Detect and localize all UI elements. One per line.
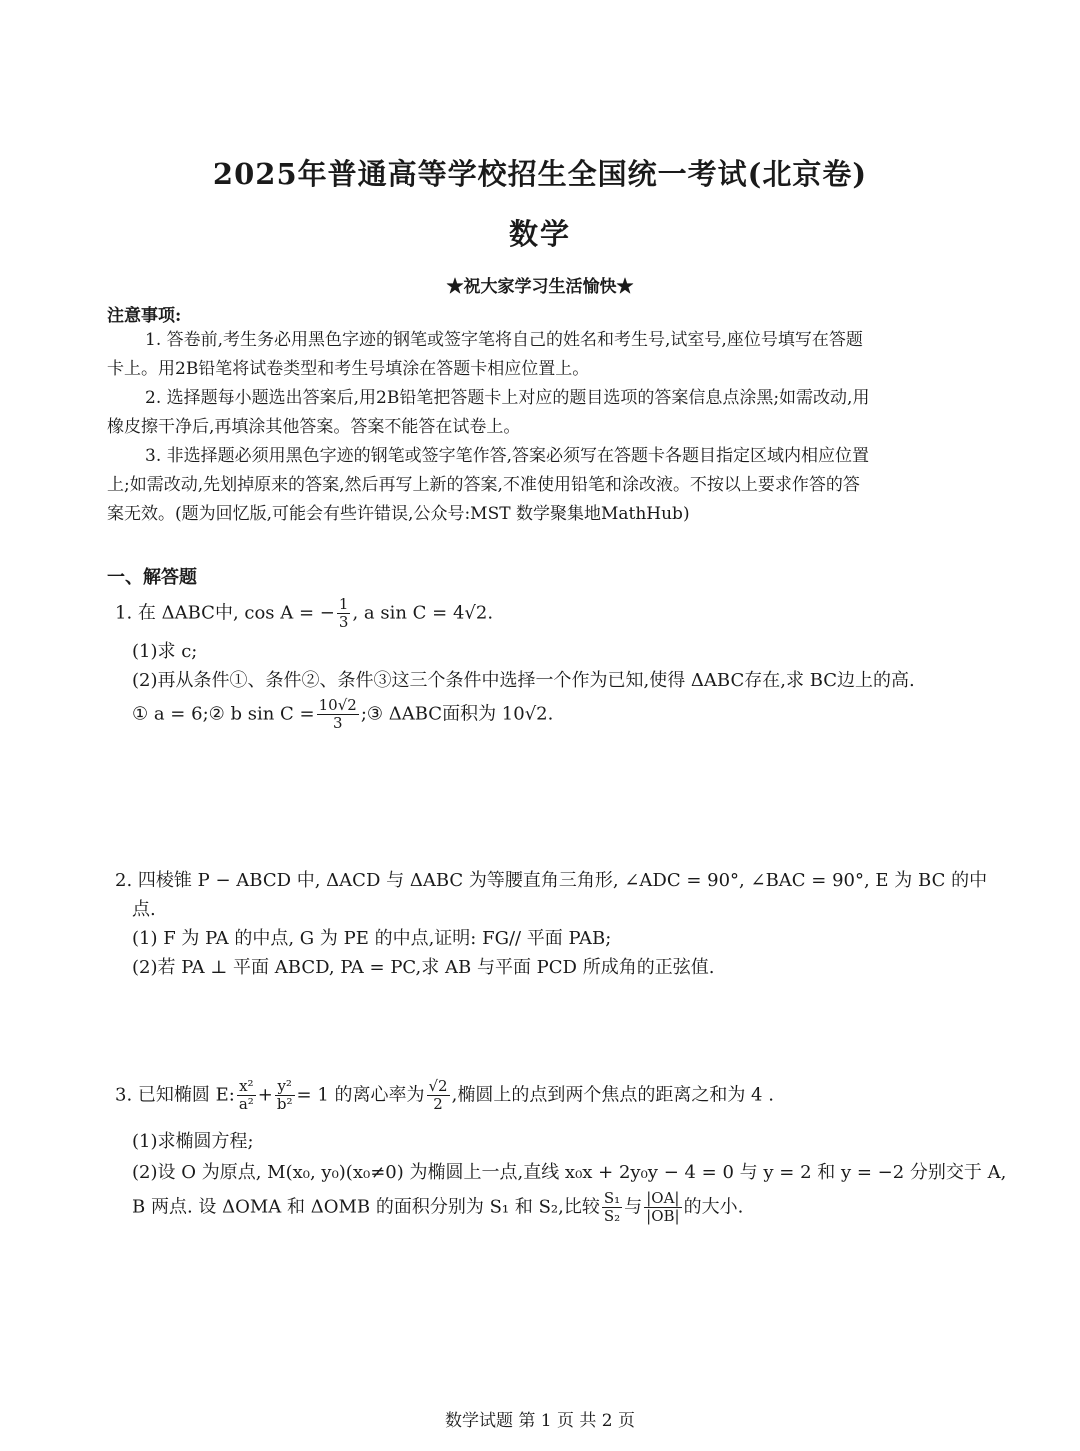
q1-cond-b: ;③ ΔABC面积为 10√2. [360,703,554,725]
q3-plus: + [257,1084,273,1106]
q3-stem-a: 3. 已知椭圆 E: [115,1084,235,1106]
q1-sqrt: √2 [464,602,488,624]
q3-frac-ecc [427,1078,450,1113]
q2-line1: 2. 四棱锥 P − ABCD 中, ΔACD 与 ΔABC 为等腰直角三角形, ∠ADC = 90°, ∠BAC = 90°, E 为 BC 的中 [115,870,988,891]
section-heading: 一、解答题 [107,567,197,588]
q3-f3-num: √2 [428,1077,448,1095]
page-footer: 数学试题 第 1 页 共 2 页 [444,1411,636,1431]
q3-f4-den: S₂ [603,1207,621,1225]
q2-part1: (1) F 为 PA 的中点, G 为 PE 的中点,证明: FG// 平面 PAB; [132,928,612,949]
q1-frac-one-third [337,596,351,631]
exam-title: 2025年普通高等学校招生全国统一考试(北京卷) [212,157,868,191]
q3-f5-num: |OA| [644,1190,681,1208]
q1-frac2-den: 3 [332,714,343,732]
notice-p3-line1: 3. 非选择题必须用黑色字迹的钢笔或签字笔作答,答案必须写在答题卡各题目指定区域内相应位置 [145,446,870,466]
q3-f5-den: |OB| [646,1207,680,1225]
q1-stem-c: . [487,602,494,624]
subject-title: 数学 [508,217,571,251]
q3-f2-den: b² [276,1095,293,1113]
notice-p3-line3: 案无效。(题为回忆版,可能会有些许错误,公众号:MST 数学聚集地MathHub) [107,504,690,524]
q3-f1-den: a² [238,1095,254,1113]
q3-line3-b: 与 [624,1196,643,1218]
q3-line3-a: B 两点. 设 ΔOMA 和 ΔOMB 的面积分别为 S₁ 和 S₂,比较 [132,1196,600,1218]
notice-p1-line1: 1. 答卷前,考生务必用黑色字迹的钢笔或签字笔将自己的姓名和考生号,试室号,座位号填写在答题 [145,330,863,350]
q3-frac-y2b2 [275,1078,295,1113]
q1-part2: (2)再从条件①、条件②、条件③这三个条件中选择一个作为已知,使得 ΔABC存在,求 BC边上的高. [132,670,915,691]
q1-stem-a: 1. 在 ΔABC中, cos A = − [115,602,335,624]
q2-part2: (2)若 PA ⊥ 平面 ABCD, PA = PC,求 AB 与平面 PCD 所成角的正弦值. [132,957,715,978]
q3-stem [115,1078,774,1113]
q3-f3-den: 2 [433,1095,443,1113]
q3-frac-x2a2 [237,1078,256,1113]
motto: ★祝大家学习生活愉快★ [446,277,634,297]
q1-stem [115,596,493,631]
q3-line3 [132,1190,743,1225]
q3-part2: (2)设 O 为原点, M(x₀, y₀)(x₀≠0) 为椭圆上一点,直线 x₀x + 2y₀y − 4 = 0 与 y = 2 和 y = −2 分别交于 A, [132,1162,1007,1183]
q2-line2: 点. [132,899,156,920]
q1-frac1-den: 3 [338,613,349,631]
q1-frac1-num: 1 [338,595,349,613]
q1-part1: (1)求 c; [132,641,198,662]
q1-cond-a: ① a = 6;② b sin C = [132,703,315,725]
q3-f1-num: x² [237,1078,256,1096]
q1-stem-b: , a sin C = 4 [352,602,465,624]
q3-f4-num: S₁ [603,1189,621,1207]
q3-f2-num: y² [275,1078,295,1096]
notice-p2-line1: 2. 选择题每小题选出答案后,用2B铅笔把答题卡上对应的题目选项的答案信息点涂黑;如需改动,用 [145,388,870,408]
q3-stem-c: ,椭圆上的点到两个焦点的距离之和为 4 . [451,1084,774,1106]
notice-heading: 注意事项: [107,306,182,326]
notice-p3-line2: 上;如需改动,先划掉原来的答案,然后再写上新的答案,不准使用铅笔和涂改液。不按以上要求作答的答 [107,475,860,495]
q3-stem-b: = 1 的离心率为 [296,1084,425,1106]
q3-frac-oa-ob [644,1190,681,1225]
notice-p2-line2: 橡皮擦干净后,再填涂其他答案。答案不能答在试卷上。 [107,417,521,437]
q1-frac-cond2 [317,697,359,732]
q1-conditions [132,697,553,732]
q1-frac2-num: 10√2 [318,696,357,714]
q3-frac-s1s2 [602,1190,622,1225]
q3-part1: (1)求椭圆方程; [132,1131,254,1152]
notice-p1-line2: 卡上。用2B铅笔将试卷类型和考生号填涂在答题卡相应位置上。 [107,359,590,379]
q3-line3-c: 的大小. [683,1196,744,1218]
